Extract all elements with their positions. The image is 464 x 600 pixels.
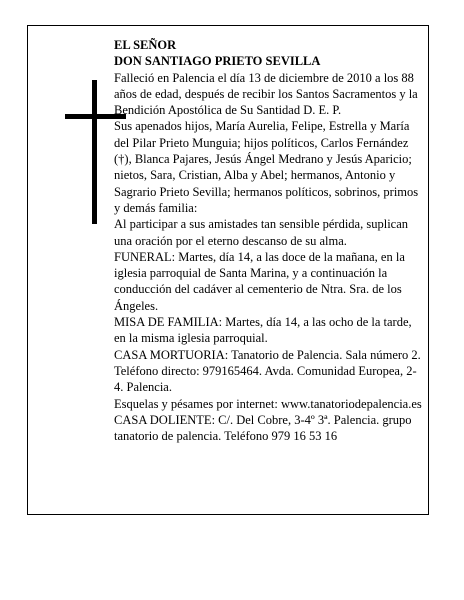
family-list: Sus apenados hijos, María Aurelia, Felipe, Estrella y María del Pilar Prieto Munguia; hijos políticos, Carlos Fernández (†), Blanca Pajares, Jesús Ángel Medrano y Jesús Aparicio; nietos, Sara, Cristian, Alba y Abel; hermanos, Antonio y Sagrario Prieto Sevilla; hermanos políticos, sobrinos, primos y demás familia: [114, 119, 419, 215]
family-mass-info: MISA DE FAMILIA: Martes, día 14, a las ocho de la tarde, en la misma iglesia parroquial. [114, 315, 412, 346]
latin-cross-icon [92, 80, 97, 224]
title-line-1: EL SEÑOR [114, 38, 177, 52]
family-home-info: CASA DOLIENTE: C/. Del Cobre, 3-4º 3ª. Palencia. grupo tanatorio de palencia. Teléfono 979 16 53 16 [114, 412, 412, 444]
deceased-name: DON SANTIAGO PRIETO SEVILLA [114, 54, 321, 69]
prayer-request: Al participar a sus amistades tan sensible pérdida, suplican una oración por el eterno descanso de su alma. [114, 217, 409, 248]
funeral-home-info: CASA MORTUORIA: Tanatorio de Palencia. Sala número 2. Teléfono directo: 979165464. Avda. Comunidad Europea, 2-4. Palencia. [114, 347, 421, 395]
funeral-info: FUNERAL: Martes, día 14, a las doce de la mañana, en la iglesia parroquial de Santa Marina, y a continuación la conducción del cadáver al cementerio de Ntra. Sra. de los Ángeles. [114, 249, 405, 313]
death-statement: Falleció en Palencia el día 13 de diciembre de 2010 a los 88 años de edad, después de recibir los Santos Sacramentos y la Bendición Apostólica de Su Santidad D. E. P. [114, 70, 418, 118]
obituary-text [114, 37, 424, 444]
online-condolences: Esquelas y pésames por internet: www.tanatoriodepalencia.es [114, 396, 422, 411]
